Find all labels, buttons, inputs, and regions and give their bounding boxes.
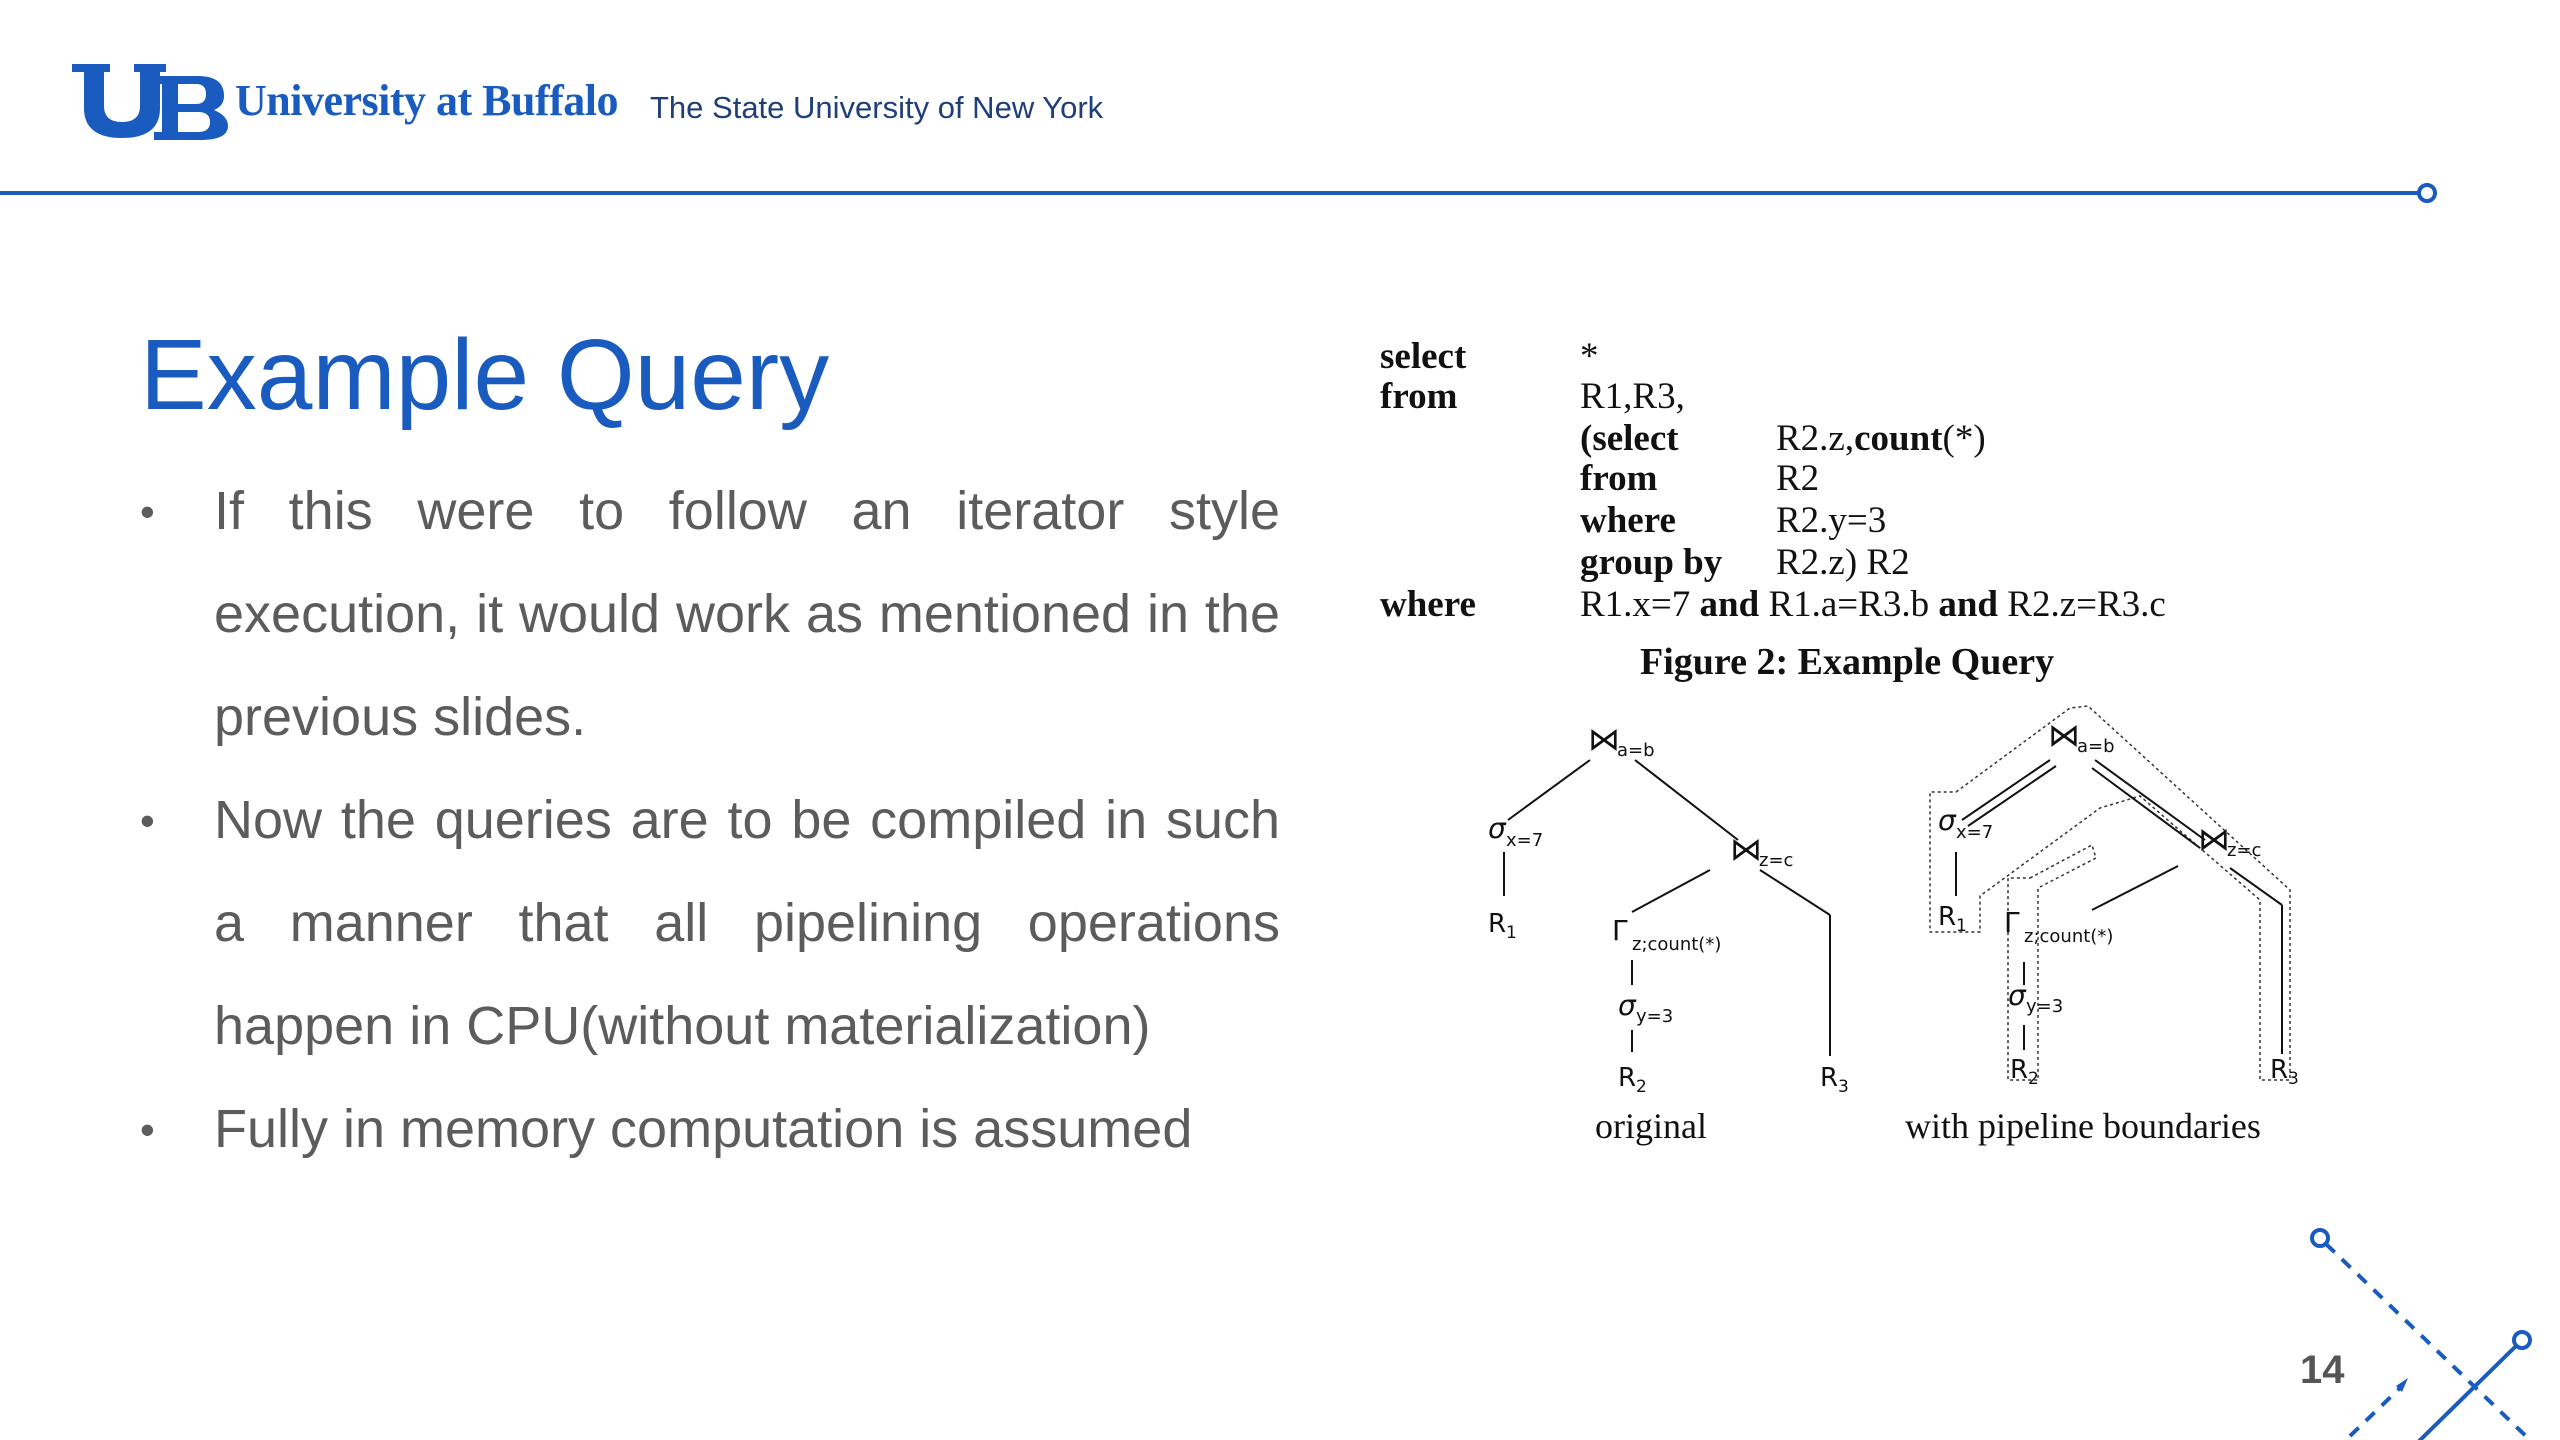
slide-title: Example Query — [140, 319, 830, 431]
join-condition: z=c — [2227, 840, 2262, 861]
relation-label: R — [1938, 902, 1957, 932]
join-condition: a=b — [2077, 736, 2115, 757]
relation-label: R — [2270, 1055, 2289, 1085]
pipeline-boundary — [1930, 706, 2290, 1080]
relation-subscript: 1 — [1956, 916, 1967, 936]
bullet-dot-icon: • — [140, 797, 155, 844]
query-row — [1580, 499, 1887, 542]
join-icon: ⋈ — [2048, 716, 2080, 754]
query-value: R2.y=3 — [1776, 500, 1887, 541]
gamma-icon: Γ — [1612, 914, 1628, 947]
query-row — [1380, 375, 1685, 418]
ub-logo-icon — [70, 62, 230, 142]
join-icon: ⋈ — [2198, 820, 2230, 858]
corner-decoration-icon — [2290, 1210, 2560, 1440]
bullet-dot-icon: • — [140, 1106, 155, 1153]
query-value: R2 — [1776, 458, 1820, 499]
query-row — [1580, 541, 1910, 584]
join-condition: a=b — [1617, 740, 1655, 761]
bullet-text: Now the queries are to be compiled in such a manner that all pipelining operations happen in CPU(without materialization) — [214, 790, 1280, 1056]
query-keyword: group by — [1580, 542, 1723, 583]
query-keyword: where — [1380, 584, 1476, 625]
query-row — [1580, 457, 1820, 500]
pipeline-boundary — [2008, 845, 2096, 1080]
query-value: R1.x=7 and R1.a=R3.b and R2.z=R3.c — [1580, 584, 2166, 625]
relation-subscript: 1 — [1506, 923, 1517, 943]
query-keyword: (select — [1580, 418, 1679, 459]
gamma-icon: Γ — [2004, 906, 2020, 939]
logo-wordmark: University at Buffalo — [235, 76, 619, 125]
join-icon: ⋈ — [1730, 830, 1762, 868]
logo-tagline: The State University of New York — [650, 90, 1104, 125]
bullet-text: Fully in memory computation is assumed — [214, 1099, 1193, 1159]
relation-label: R — [1618, 1063, 1637, 1093]
sigma-icon: σ — [1488, 812, 1506, 845]
original-tree — [1488, 720, 1849, 1097]
bullet-text: If this were to follow an iterator style execution, it would work as mentioned in the previous slides. — [214, 481, 1280, 747]
select-condition: x=7 — [1956, 822, 1994, 843]
page-number: 14 — [2300, 1348, 2345, 1392]
select-condition: y=3 — [1636, 1006, 1674, 1027]
query-value: R2.z,count(*) — [1776, 418, 1986, 459]
query-row — [1380, 335, 1599, 378]
relation-label: R — [1488, 909, 1507, 939]
sigma-icon: σ — [2008, 979, 2026, 1012]
tree-caption-pipeline: with pipeline boundaries — [1905, 1106, 2261, 1146]
relation-subscript: 3 — [2288, 1069, 2299, 1089]
relation-subscript: 2 — [2028, 1069, 2039, 1089]
sigma-icon: σ — [1618, 989, 1636, 1022]
query-keyword: from — [1580, 458, 1658, 499]
query-keyword: where — [1580, 500, 1676, 541]
query-keyword: from — [1380, 376, 1458, 417]
query-value: * — [1580, 336, 1599, 377]
bullet-item — [140, 1078, 1280, 1181]
bullet-item — [140, 769, 1280, 1078]
relation-label: R — [1820, 1063, 1839, 1093]
query-value: R2.z) R2 — [1776, 542, 1910, 583]
query-row — [1380, 583, 2166, 626]
bullet-dot-icon: • — [140, 488, 155, 535]
query-value: R1,R3, — [1580, 376, 1685, 417]
bullet-list — [140, 460, 1280, 1181]
figure-caption: Figure 2: Example Query — [1640, 641, 2055, 683]
tree-caption-original: original — [1595, 1106, 1707, 1146]
join-condition: z=c — [1759, 850, 1794, 871]
select-condition: y=3 — [2026, 996, 2064, 1017]
query-plan-trees — [1460, 700, 2360, 1110]
group-condition: z;count(*) — [2024, 926, 2114, 947]
group-condition: z;count(*) — [1632, 934, 1722, 955]
sigma-icon: σ — [1938, 804, 1956, 837]
relation-subscript: 3 — [1838, 1077, 1849, 1097]
select-condition: x=7 — [1506, 830, 1544, 851]
query-row — [1580, 417, 1986, 460]
bullet-item — [140, 460, 1280, 769]
relation-subscript: 2 — [1636, 1077, 1647, 1097]
join-icon: ⋈ — [1588, 720, 1620, 758]
pipeline-tree — [1930, 706, 2299, 1089]
query-keyword: select — [1380, 336, 1467, 377]
relation-label: R — [2010, 1055, 2029, 1085]
